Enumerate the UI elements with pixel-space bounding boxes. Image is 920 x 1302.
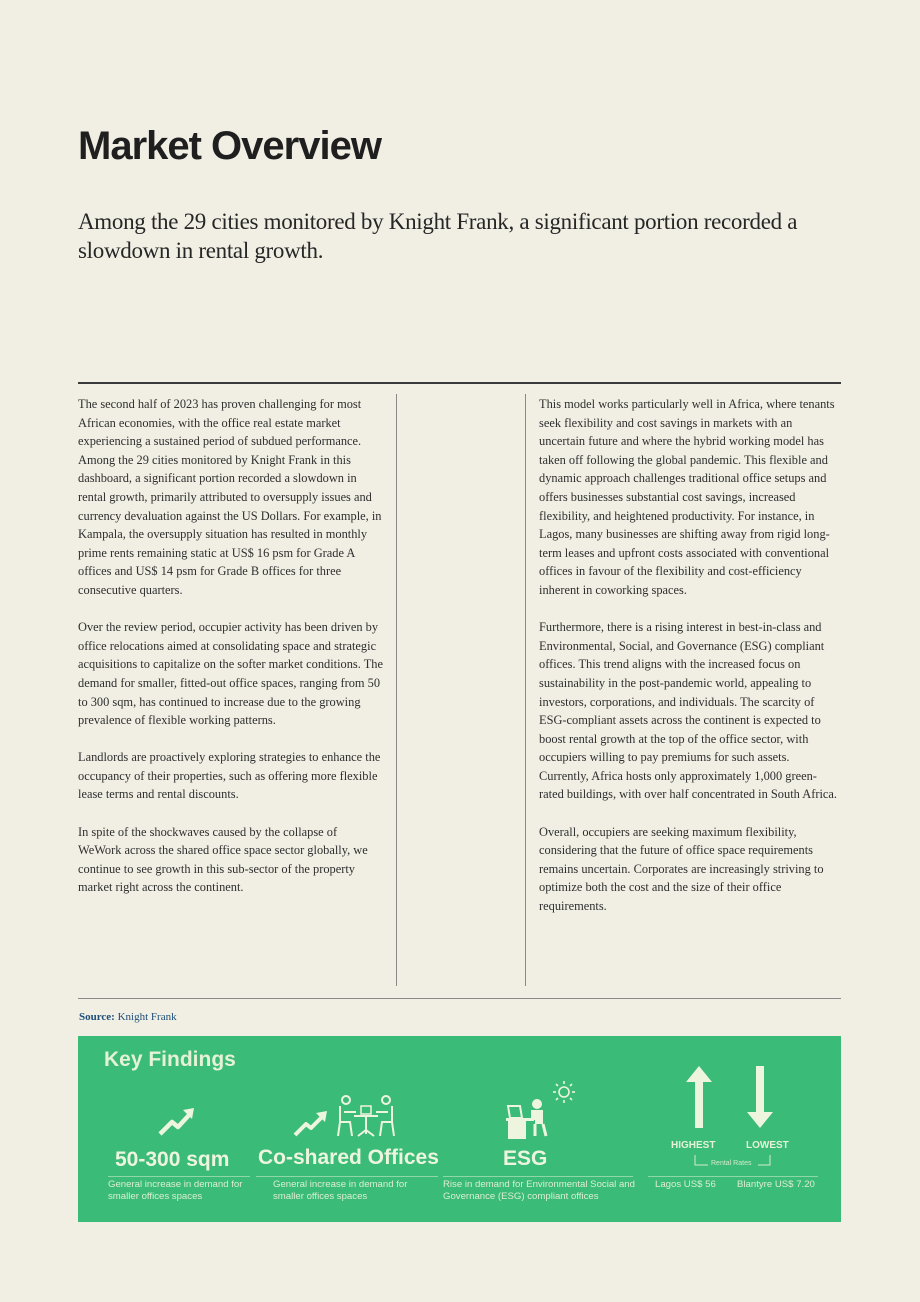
lowest-label: LOWEST [746, 1140, 789, 1151]
column-divider [396, 394, 397, 986]
trend-up-icon [292, 1110, 330, 1138]
source-value: Knight Frank [117, 1011, 177, 1023]
finding-caption-sqm: General increase in demand for smaller offices spaces [108, 1179, 243, 1202]
paragraph: Over the review period, occupier activity has been driven by office relocations aimed at consolidating space and strategic acquisitions to capitalize on the softer market conditions. The demand for smaller, fitted-out office spaces, ranging from 50 to 300 sqm, has continued to increase due to the growing prevalence of flexible working patterns. [78, 620, 383, 728]
lowest-value: Blantyre US$ 7.20 [737, 1179, 815, 1190]
column-divider [525, 394, 526, 986]
finding-rule [443, 1176, 633, 1177]
key-findings-title: Key Findings [104, 1048, 236, 1071]
esg-desk-icon [502, 1080, 578, 1142]
highest-value: Lagos US$ 56 [655, 1179, 716, 1190]
arrow-up-icon [685, 1066, 713, 1128]
page-title: Market Overview [78, 124, 381, 168]
finding-caption-coshared: General increase in demand for smaller offices spaces [273, 1179, 408, 1202]
bottom-divider [78, 998, 841, 999]
finding-value-coshared: Co-shared Offices [258, 1146, 439, 1169]
paragraph: Overall, occupiers are seeking maximum flexibility, considering that the future of office space requirements remains uncertain. Corporates are increasingly striving to optimize both the cost and the size of their office requirements. [539, 824, 824, 914]
finding-rule [648, 1176, 818, 1177]
paragraph: Landlords are proactively exploring strategies to enhance the occupancy of their properties, such as offering more flexible lease terms and rental discounts. [78, 750, 381, 802]
finding-rule [256, 1176, 438, 1177]
paragraph: The second half of 2023 has proven challenging for most African economies, with the office real estate market experiencing a sustained period of subdued performance. Among the 29 cities monitored by Knight Frank in this dashboard, a significant portion recorded a slowdown in rental growth, primarily attributed to oversupply issues and currency devaluation against the US Dollars. For example, in Kampala, the oversupply situation has resulted in monthly prime rents remaining static at US$ 16 psm for Grade A offices and US$ 14 psm for Grade B offices for three consecutive quarters. [78, 397, 382, 597]
rental-rates-label: Rental Rates [711, 1160, 752, 1167]
key-findings-panel [78, 1036, 841, 1222]
finding-caption-esg: Rise in demand for Environmental Social and Governance (ESG) compliant offices [443, 1179, 635, 1202]
finding-value-sqm: 50-300 sqm [115, 1148, 230, 1171]
page-subtitle: Among the 29 cities monitored by Knight Frank, a significant portion recorded a slowdown in rental growth. [78, 209, 798, 263]
arrow-down-icon [746, 1066, 774, 1128]
paragraph: In spite of the shockwaves caused by the collapse of WeWork across the shared office space sector globally, we continue to see growth in this sub-sector of the property market right across the continent. [78, 824, 368, 895]
finding-value-esg: ESG [503, 1147, 548, 1170]
coworking-icon [334, 1092, 398, 1140]
paragraph: Furthermore, there is a rising interest in best-in-class and Environmental, Social, and Governance (ESG) compliant offices. This trend aligns with the increased focus on sustainability in the post-pandemic world, appealing to investors, corporations, and individuals. The scarcity of ESG-compliant assets across the continent is expected to boost rental growth at the top of the office sector, with occupiers willing to pay premiums for such assets. Currently, Africa hosts only approximately 1,000 green-rated buildings, with over half concentrated in South Africa. [539, 620, 837, 802]
trend-up-icon [156, 1104, 196, 1138]
right-column [539, 395, 841, 934]
source-note [79, 1011, 177, 1023]
top-divider [78, 382, 841, 384]
paragraph: This model works particularly well in Africa, where tenants seek flexibility and cost savings in markets with an uncertain future and where the hybrid working model has taken off following the global pandemic. This flexible and dynamic approach challenges traditional office setups and offers businesses substantial cost savings, increased flexibility, and heightened productivity. For instance, in Lagos, many businesses are shifting away from rigid long-term leases and upfront costs associated with conventional offices in favour of the flexibility and cost-efficiency inherent in coworking spaces. [539, 397, 835, 597]
left-column [78, 395, 383, 916]
finding-rule [108, 1176, 250, 1177]
highest-label: HIGHEST [671, 1140, 716, 1151]
source-label: Source: [79, 1011, 115, 1023]
